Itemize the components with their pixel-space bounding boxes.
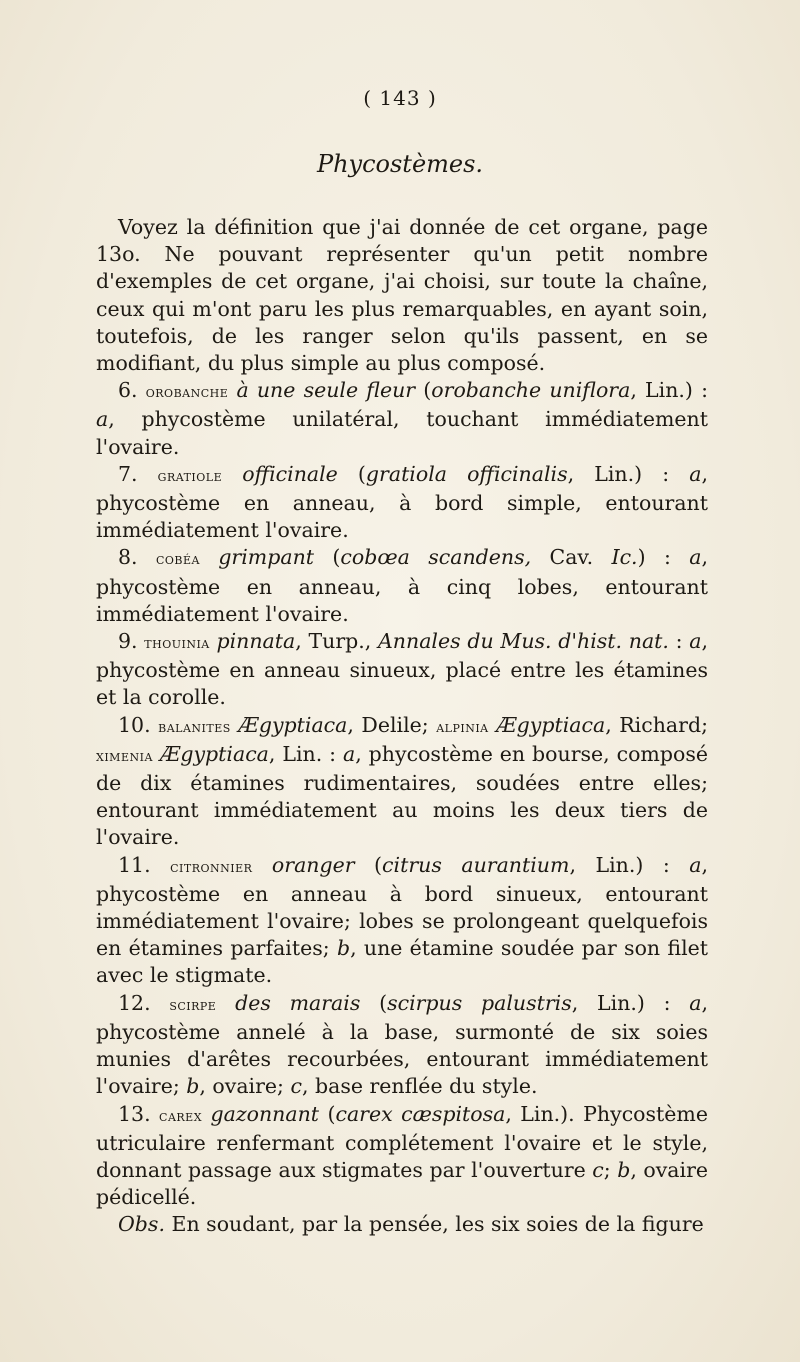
entry-paragraph: [96, 712, 708, 852]
text-run: , phycostème en anneau à bord sinueux, entourant immédiatement l'ovaire; lobes se prolongeant quelquefois en étamines parfaites;: [96, 852, 709, 961]
text-run: , phycostème annelé à la base, surmonté de six soies munies d'arêtes recourbées, entourant immédiatement l'ovaire;: [96, 990, 708, 1099]
italic-text: b: [617, 1157, 631, 1182]
text-run: , ovaire;: [199, 1074, 291, 1099]
italic-text: scirpus palustris: [387, 990, 572, 1015]
text-run: (: [337, 461, 366, 486]
italic-text: a: [689, 629, 702, 654]
text-run: , Turp.,: [295, 629, 378, 654]
body-text: [96, 214, 708, 1239]
text-run: , phycostème en bourse, composé de dix étamines rudimentaires, soudées entre elles; entourant immédiatement au moins les deux tiers de l'ovaire.: [96, 741, 708, 850]
italic-text: Annales du Mus. d'hist. nat.: [377, 629, 669, 654]
italic-text: a: [689, 461, 702, 486]
text-run: , Lin.) :: [630, 378, 708, 403]
text-run: , phycostème en anneau, à bord simple, entourant immédiatement l'ovaire.: [96, 461, 709, 543]
italic-text: Obs.: [118, 1212, 165, 1237]
italic-text: grimpant: [218, 545, 315, 570]
italic-text: citrus aurantium: [382, 852, 570, 877]
text-run: [216, 991, 235, 1015]
genus-name: alpinia: [436, 717, 489, 736]
text-run: 6.: [118, 378, 146, 403]
text-run: Voyez la définition que j'ai donnée de cet organe, page 13o. Ne pouvant représenter qu'un petit nombre d'exemples de cet organe, j'ai choisi, sur toute la chaîne, ceux qui m'ont paru les plus remarquables, en ayant soin, toutefois, de les ranger selon qu'ils passent, en se modifiant, du plus simple au plus composé.: [96, 215, 708, 376]
italic-text: des marais: [235, 990, 361, 1015]
italic-text: b: [186, 1074, 200, 1099]
italic-text: c: [290, 1074, 302, 1099]
genus-name: carex: [159, 1106, 203, 1125]
text-run: [252, 853, 272, 877]
page-title: Phycostèmes.: [316, 150, 484, 178]
entry-paragraph: [96, 990, 708, 1101]
genus-name: gratiole: [157, 466, 223, 485]
text-run: 12.: [118, 990, 170, 1015]
text-run: , phycostème en anneau, à cinq lobes, entourant immédiatement l'ovaire.: [96, 545, 708, 626]
italic-text: Ic.: [611, 545, 638, 570]
text-run: En soudant, par la pensée, les six soies de la figure: [164, 1212, 704, 1237]
italic-text: a: [96, 407, 109, 432]
entry-paragraph: [96, 628, 708, 712]
italic-text: Ægyptiaca: [159, 741, 269, 766]
genus-name: cobéa: [155, 550, 200, 569]
genus-name: orobanche: [145, 383, 229, 402]
text-run: 13.: [118, 1101, 160, 1126]
text-run: , Lin. :: [268, 741, 343, 766]
text-run: (: [314, 545, 341, 570]
italic-text: a: [689, 852, 702, 877]
italic-text: a: [343, 741, 356, 766]
genus-name: balanites: [158, 717, 231, 736]
text-run: [153, 742, 160, 766]
italic-text: Ægyptiaca: [496, 712, 606, 737]
text-run: (: [415, 378, 432, 403]
entry-paragraph: [96, 377, 708, 461]
text-run: (: [354, 852, 383, 877]
genus-name: citronnier: [170, 857, 253, 876]
text-run: ;: [603, 1157, 618, 1182]
italic-text: gratiola officinalis: [365, 461, 568, 486]
italic-text: carex cæspitosa: [335, 1101, 506, 1126]
entry-paragraph: [96, 461, 708, 545]
entry-paragraph: [96, 852, 708, 990]
text-run: , Delile;: [347, 712, 437, 737]
text-run: , Lin.) :: [567, 461, 690, 486]
entry-paragraph: [96, 544, 708, 628]
genus-name: ximenia: [96, 746, 153, 765]
text-run: , Lin.). Phycostème utriculaire renfermant complétement l'ovaire et le style, donnant passage aux stigmates par l'ouverture: [96, 1101, 708, 1182]
page-number: ( 143 ): [363, 86, 437, 110]
italic-text: gazonnant: [210, 1101, 320, 1126]
text-run: , phycostème en anneau sinueux, placé entre les étamines et la corolle.: [96, 629, 708, 710]
text-run: 9.: [118, 629, 145, 654]
italic-text: a: [689, 545, 702, 570]
text-run: (: [360, 990, 388, 1015]
entry-paragraph: [96, 1101, 708, 1212]
text-run: , ovaire pédicellé.: [96, 1157, 708, 1210]
text-run: ) :: [637, 545, 690, 570]
text-run: , base renflée du style.: [301, 1074, 538, 1099]
text-run: , une étamine soudée par son filet avec le stigmate.: [96, 936, 708, 988]
text-run: [222, 462, 242, 486]
text-run: 8.: [118, 545, 156, 570]
italic-text: orobanche uniflora: [431, 378, 631, 403]
italic-text: à une seule fleur: [236, 378, 416, 403]
text-run: , Richard;: [605, 712, 708, 737]
italic-text: Ægyptiaca: [238, 712, 348, 737]
intro-paragraph: [96, 214, 708, 377]
italic-text: a: [689, 990, 702, 1015]
italic-text: oranger: [271, 852, 355, 877]
entry-paragraph: [96, 1211, 708, 1238]
text-run: , Lin.) :: [571, 990, 690, 1015]
text-run: , Lin.) :: [569, 852, 690, 877]
genus-name: scirpe: [169, 995, 217, 1014]
text-run: :: [668, 629, 690, 654]
text-run: , phycostème unilatéral, touchant immédiatement l'ovaire.: [96, 407, 708, 459]
genus-name: thouinia: [144, 634, 210, 653]
text-run: [489, 713, 497, 737]
italic-text: b: [336, 936, 351, 961]
italic-text: officinale: [242, 461, 338, 486]
text-run: 10.: [118, 712, 159, 737]
italic-text: c: [592, 1157, 604, 1182]
text-run: 11.: [118, 852, 171, 877]
italic-text: pinnata: [216, 629, 296, 654]
text-run: 7.: [118, 461, 158, 486]
text-run: [200, 545, 218, 569]
italic-text: cobœa scandens,: [340, 545, 532, 570]
text-run: Cav.: [531, 545, 612, 570]
text-run: (: [319, 1101, 336, 1126]
